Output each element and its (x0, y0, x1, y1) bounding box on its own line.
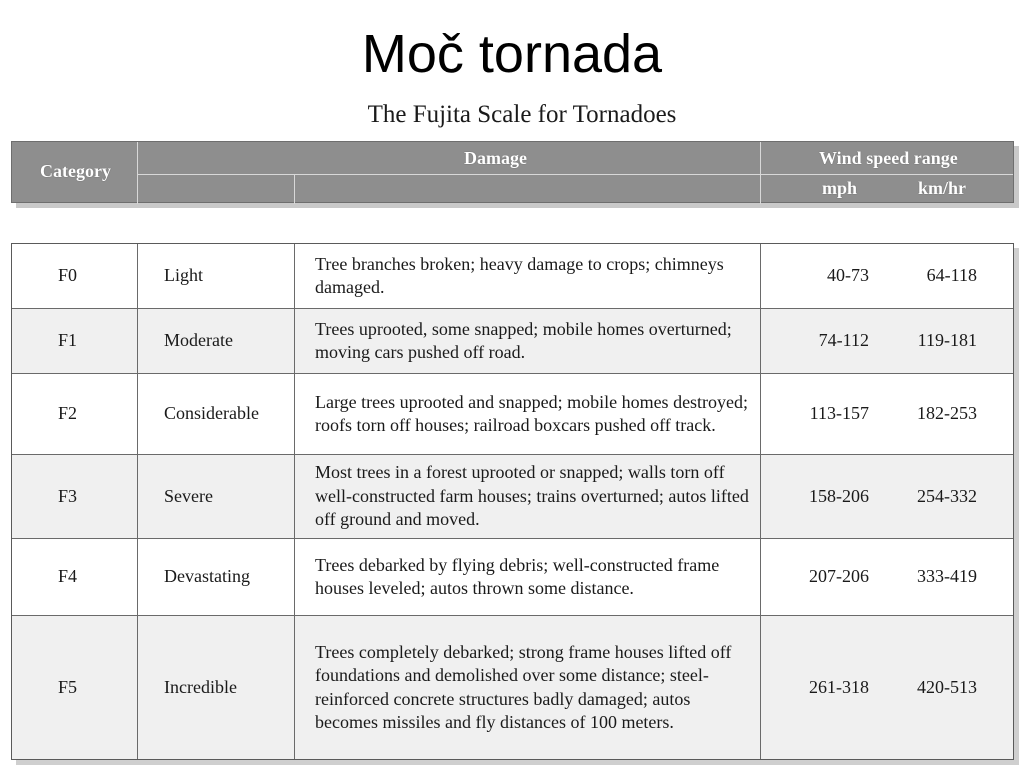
table-row (12, 455, 1013, 539)
cell-kmh: 420-513 (917, 676, 977, 697)
cell-damage: Trees debarked by flying debris; well-constructed frame houses leveled; autos thrown some distance. (315, 554, 720, 598)
cell-category: F3 (58, 485, 78, 506)
cell-damage: Large trees uprooted and snapped; mobile homes destroyed; roofs torn off houses; railroad boxcars pushed off track. (315, 391, 749, 435)
cell-mph: 113-157 (809, 403, 869, 424)
cell-kmh: 119-181 (917, 330, 977, 351)
table-row (12, 616, 1013, 759)
header-damage: Damage (464, 148, 527, 168)
cell-kmh: 182-253 (917, 403, 977, 424)
cell-damage: Trees completely debarked; strong frame houses lifted off foundations and demolished over some distance; steel-reinforced concrete structures badly damaged; autos becomes missiles and fly distances of 100 meters. (315, 641, 732, 732)
cell-name: Moderate (164, 330, 233, 351)
fujita-table-body (11, 243, 1014, 760)
cell-mph: 40-73 (827, 265, 869, 286)
header-category: Category (40, 161, 111, 181)
table-row (12, 374, 1013, 455)
table-header (11, 141, 1014, 203)
cell-mph: 74-112 (818, 330, 869, 351)
cell-damage: Tree branches broken; heavy damage to crops; chimneys damaged. (315, 253, 724, 297)
cell-category: F5 (58, 676, 78, 697)
cell-kmh: 333-419 (917, 566, 977, 587)
cell-category: F2 (58, 403, 78, 424)
cell-name: Considerable (164, 403, 259, 424)
cell-mph: 158-206 (809, 485, 869, 506)
table-caption: The Fujita Scale for Tornadoes (367, 101, 677, 128)
cell-name: Light (164, 265, 203, 286)
table-row (12, 244, 1013, 309)
header-kmh: km/hr (918, 178, 967, 198)
cell-mph: 207-206 (809, 566, 869, 587)
slide-title: Moč tornada (361, 24, 663, 84)
cell-kmh: 64-118 (926, 265, 977, 286)
cell-name: Severe (164, 485, 213, 506)
cell-category: F0 (58, 265, 78, 286)
table-row (12, 539, 1013, 616)
cell-category: F1 (58, 330, 78, 351)
cell-damage: Most trees in a forest uprooted or snapped; walls torn off well-constructed farm houses; trains overturned; autos lifted off ground and moved. (315, 462, 749, 530)
cell-damage: Trees uprooted, some snapped; mobile homes overturned; moving cars pushed off road. (315, 318, 732, 362)
cell-kmh: 254-332 (917, 485, 977, 506)
header-wind-speed-range: Wind speed range (819, 148, 958, 168)
cell-name: Incredible (164, 676, 237, 697)
cell-category: F4 (58, 566, 78, 587)
cell-name: Devastating (164, 566, 250, 587)
cell-mph: 261-318 (809, 676, 869, 697)
header-mph: mph (822, 178, 858, 198)
table-row (12, 309, 1013, 374)
